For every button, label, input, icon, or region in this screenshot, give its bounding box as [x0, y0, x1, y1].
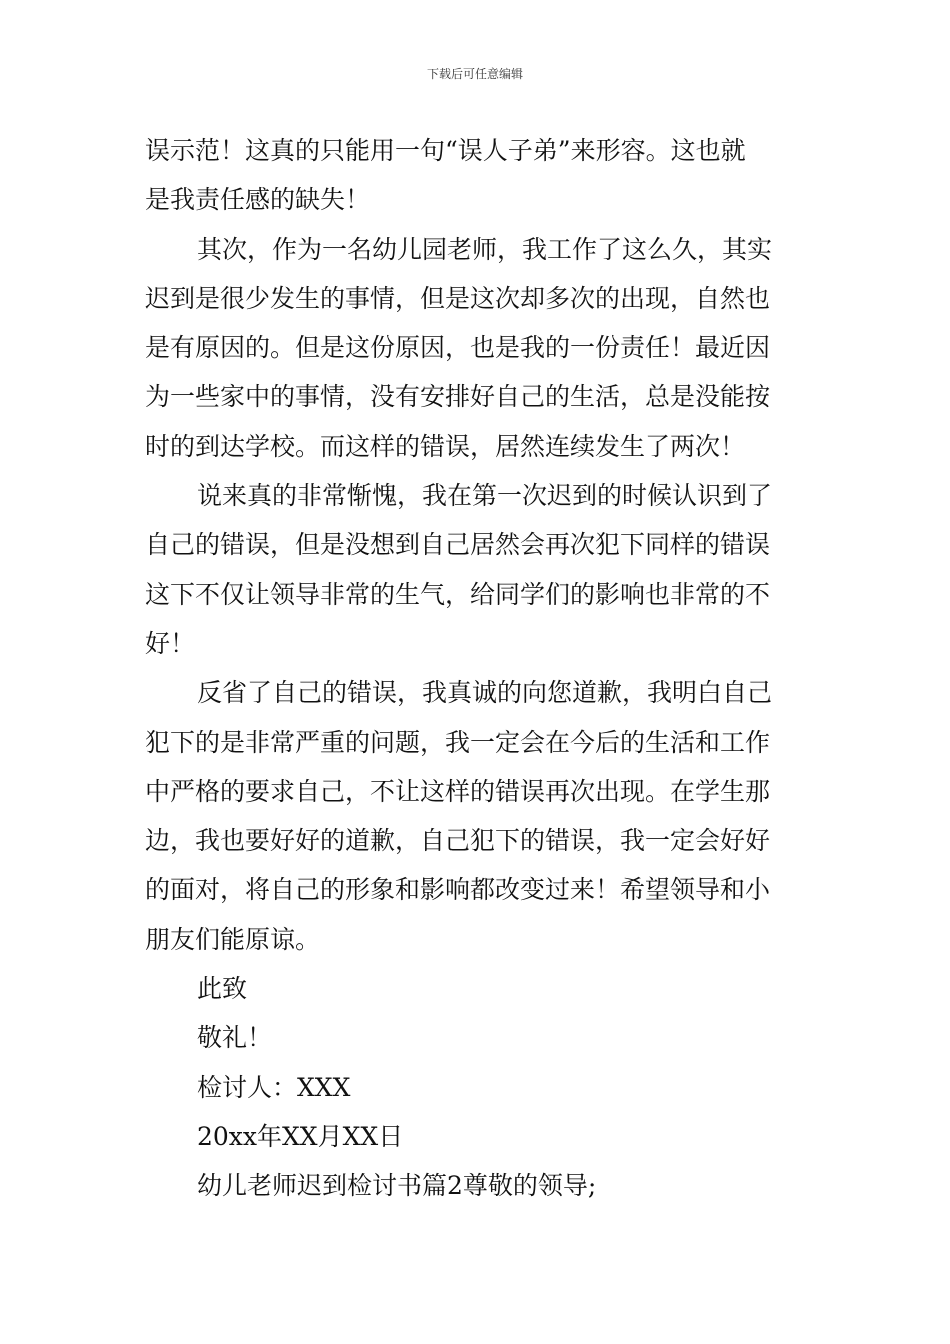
text-line: 中严格的要求自己，不让这样的错误再次出现。在学生那: [145, 776, 771, 806]
text-line: 其次，作为一名幼儿园老师，我工作了这么久，其实: [197, 234, 773, 264]
text-line: 的面对，将自己的形象和影响都改变过来！希望领导和小: [145, 875, 771, 905]
text-line: 为一些家中的事情，没有安排好自己的生活，总是没能按: [145, 382, 771, 412]
text-line: 自己的错误，但是没想到自己居然会再次犯下同样的错误: [145, 530, 771, 560]
closing-salutation: 此致: [197, 974, 248, 1004]
text-line: 是我责任感的缺失！: [145, 185, 371, 215]
document-body: [145, 126, 807, 1211]
page-header: 下载后可任意编辑: [426, 67, 523, 81]
next-section-title: 幼儿老师迟到检讨书篇2尊敬的领导;: [197, 1171, 597, 1201]
closing-regards: 敬礼！: [197, 1023, 273, 1053]
text-line: 时的到达学校。而这样的错误，居然连续发生了两次！: [145, 431, 746, 461]
text-line: 朋友们能原谅。: [145, 924, 321, 954]
text-line: 边，我也要好好的道歉，自己犯下的错误，我一定会好好: [145, 826, 771, 856]
text-line: 迟到是很少发生的事情，但是这次却多次的出现，自然也: [145, 283, 771, 313]
text-line: 说来真的非常惭愧，我在第一次迟到的时候认识到了: [197, 481, 773, 511]
text-line: 犯下的是非常严重的问题，我一定会在今后的生活和工作: [145, 727, 771, 757]
signature-line: 检讨人：XXX: [197, 1072, 351, 1102]
text-line: 这下不仅让领导非常的生气，给同学们的影响也非常的不: [145, 579, 771, 609]
text-line: 好！: [145, 628, 196, 658]
date-line: 20xx年XX月XX日: [197, 1121, 404, 1151]
text-line: 误示范！这真的只能用一句“误人子弟”来形容。这也就: [145, 136, 746, 165]
text-line: 是有原因的。但是这份原因，也是我的一份责任！最近因: [145, 333, 771, 363]
text-line: 反省了自己的错误，我真诚的向您道歉，我明白自己: [197, 678, 773, 708]
